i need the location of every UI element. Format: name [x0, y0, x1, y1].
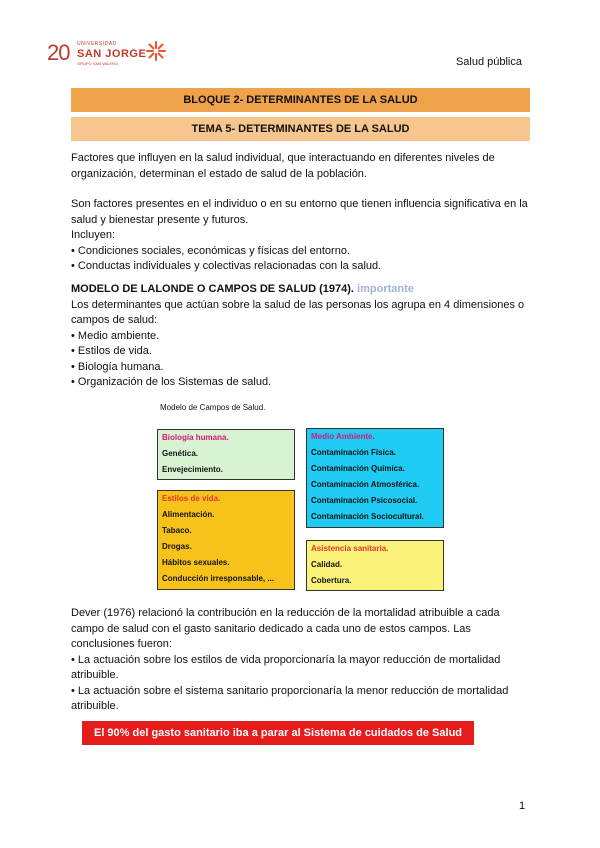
bloque-title: BLOQUE 2- DETERMINANTES DE LA SALUD [71, 88, 530, 112]
intro-text: Factores que influyen en la salud individual, que interactuando en diferentes niveles de organización, determinan el estado de salud de la población. [71, 152, 495, 180]
biologia-box [157, 429, 295, 480]
list-item: • Biología humana. [71, 360, 164, 373]
lalonde-heading: MODELO DE LALONDE O CAMPOS DE SALUD (1974). [71, 283, 354, 295]
estilos-item: Tabaco. [162, 526, 192, 535]
medio-title: Medio Ambiente. [311, 432, 375, 441]
medio-item: Contaminación Psicosocial. [311, 496, 418, 505]
logo-subtitle: GRUPO SAN VALERO [77, 61, 119, 66]
list-item: • Conductas individuales y colectivas relacionadas con la salud. [71, 260, 382, 272]
asistencia-title: Asistencia sanitaria. [311, 544, 389, 553]
estilos-title: Estilos de vida. [162, 494, 221, 503]
dever-section [71, 606, 531, 715]
list-item: • Condiciones sociales, económicas y físicas del entorno. [71, 244, 350, 257]
estilos-item: Hábitos sexuales. [162, 558, 230, 567]
lalonde-description: Los determinantes que actúan sobre la salud de las personas los agrupa en 4 dimensiones o campos de salud: [71, 298, 525, 326]
biologia-item: Envejecimiento. [162, 465, 223, 474]
incluyen-label: Incluyen: [71, 229, 116, 241]
intro-paragraph [71, 151, 531, 182]
list-item: • La actuación sobre los estilos de vida proporcionaría la mayor reducción de mortalidad atribuible. [71, 653, 501, 681]
page-number: 1 [519, 800, 526, 812]
logo-name: SAN JORGE [77, 48, 147, 60]
biologia-item: Genética. [162, 449, 199, 458]
logo-university: UNIVERSIDAD [77, 41, 117, 47]
star-burst-icon [145, 40, 167, 62]
biologia-title: Biología humana. [162, 433, 229, 442]
estilos-item: Alimentación. [162, 510, 215, 519]
dever-text: Dever (1976) relacionó la contribución en la reducción de la mortalidad atribuible a cada campo de salud con el gasto sanitario dedicado a cada uno de estos campos. Las conclusiones fueron: [71, 607, 500, 650]
asistencia-box [306, 540, 444, 591]
important-tag: importante [357, 283, 414, 295]
list-item: • La actuación sobre el sistema sanitario proporcionaría la menor reducción de mortalidad atribuible. [71, 684, 509, 712]
medio-item: Contaminación Sociocultural. [311, 512, 424, 521]
asistencia-item: Cobertura. [311, 576, 352, 585]
tema-title: TEMA 5- DETERMINANTES DE LA SALUD [71, 117, 530, 141]
estilos-item: Conducción irresponsable, ... [162, 574, 275, 583]
lalonde-section [71, 282, 531, 391]
medio-item: Contaminación Física. [311, 448, 396, 457]
medio-ambiente-box [306, 428, 444, 528]
estilos-box [157, 490, 295, 590]
asistencia-item: Calidad. [311, 560, 343, 569]
subject-header: Salud pública [455, 56, 522, 68]
medio-item: Contaminación Química. [311, 464, 405, 473]
university-logo [47, 40, 177, 68]
factors-text: Son factores presentes en el individuo o en su entorno que tienen influencia significativa en la salud y bienestar presente y futuros. [71, 198, 528, 226]
highlight-banner: El 90% del gasto sanitario iba a parar al Sistema de cuidados de Salud [82, 721, 474, 745]
estilos-item: Drogas. [162, 542, 192, 551]
list-item: • Medio ambiente. [71, 329, 160, 342]
list-item: • Estilos de vida. [71, 345, 152, 357]
factors-section [71, 197, 531, 275]
logo-number: 20 [47, 40, 70, 65]
medio-item: Contaminación Atmosférica. [311, 480, 420, 489]
list-item: • Organización de los Sistemas de salud. [71, 376, 272, 388]
diagram-title: Modelo de Campos de Salud. [160, 403, 266, 412]
